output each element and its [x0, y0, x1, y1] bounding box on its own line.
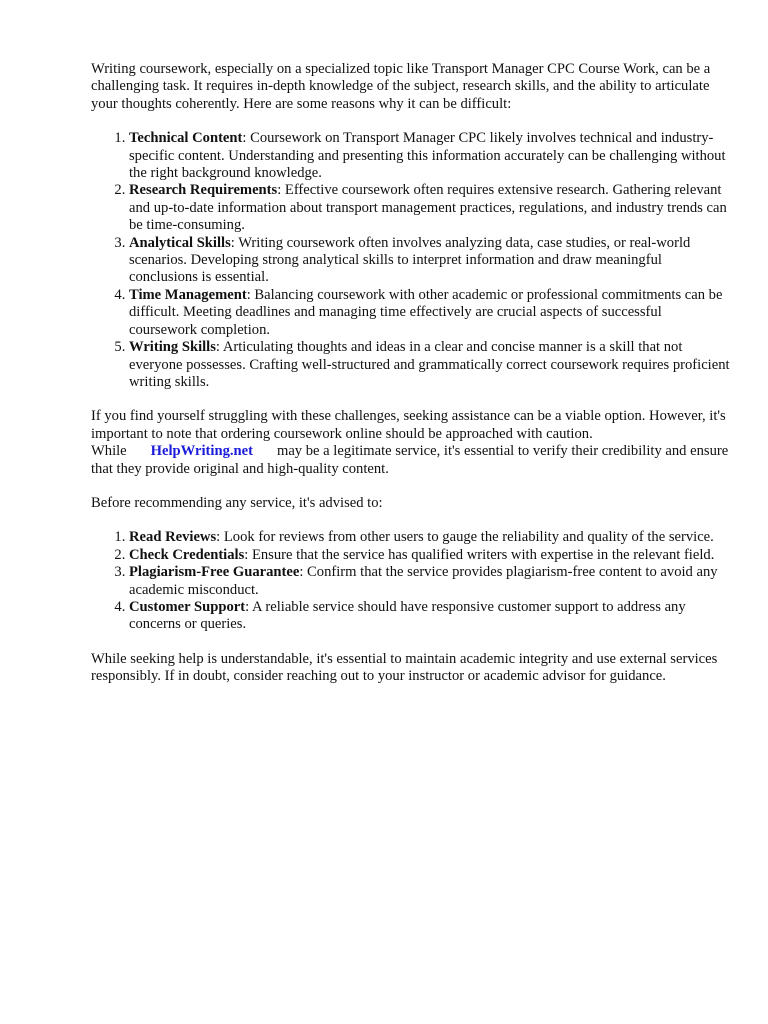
item-term: Technical Content	[129, 130, 243, 147]
list-item-research-requirements	[129, 182, 731, 234]
list-item-read-reviews	[129, 529, 731, 546]
item-term: Check Credentials	[129, 546, 245, 563]
item-term: Read Reviews	[129, 529, 217, 546]
item-term: Time Management	[129, 286, 247, 303]
advice-list	[91, 529, 731, 633]
list-item-analytical-skills	[129, 235, 731, 287]
list-item-customer-support	[129, 599, 731, 634]
item-text: : A reliable service should have responsive customer support to address any concerns or queries.	[129, 598, 686, 633]
item-term: Research Requirements	[129, 182, 278, 199]
item-term: Customer Support	[129, 598, 246, 615]
caution-text-before: If you find yourself struggling with these challenges, seeking assistance can be a viable option. However, it's important to note that ordering coursework online should be approached with caution. While	[91, 408, 726, 460]
item-term: Analytical Skills	[129, 234, 231, 251]
list-item-technical-content	[129, 130, 731, 182]
item-text: : Coursework on Transport Manager CPC likely involves technical and industry-specific content. Understanding and presenting this information accurately can be challenging without the right background knowledge.	[129, 130, 726, 182]
helpwriting-link[interactable]: HelpWriting.net	[150, 443, 253, 460]
list-item-writing-skills	[129, 339, 731, 391]
advice-intro-paragraph: Before recommending any service, it's advised to:	[91, 494, 383, 511]
item-text: : Effective coursework often requires extensive research. Gathering relevant and up-to-date information about transport management practices, regulations, and industry trends can be time-consuming.	[129, 182, 727, 234]
reasons-list	[91, 130, 731, 391]
intro-paragraph: Writing coursework, especially on a specialized topic like Transport Manager CPC Course Work, can be a challenging task. It requires in-depth knowledge of the subject, research skills, and the ability to articulate your thoughts coherently. Here are some reasons why it can be difficult:	[91, 61, 711, 112]
item-term: Writing Skills	[129, 339, 216, 356]
caution-text-after: may be a legitimate service, it's essential to verify their credibility and ensure that they provide original and high-quality content.	[91, 443, 729, 477]
item-text: : Articulating thoughts and ideas in a clear and concise manner is a skill that not everyone possesses. Crafting well-structured and grammatically correct coursework requires proficient writing skills.	[129, 339, 730, 390]
list-item-time-management	[129, 287, 731, 339]
item-text: : Balancing coursework with other academic or professional commitments can be difficult. Meeting deadlines and managing time effectively are crucial aspects of successful coursework completion.	[129, 286, 723, 338]
item-text: : Confirm that the service provides plagiarism-free content to avoid any academic misconduct.	[129, 564, 718, 598]
item-text: : Writing coursework often involves analyzing data, case studies, or real-world scenarios. Developing strong analytical skills to interpret information and draw meaningful conclusions is essential.	[129, 234, 691, 286]
closing-paragraph: While seeking help is understandable, it's essential to maintain academic integrity and use external services responsibly. If in doubt, consider reaching out to your instructor or academic advisor for guidance.	[91, 650, 718, 685]
item-term: Plagiarism-Free Guarantee	[129, 564, 300, 581]
document-page	[91, 61, 731, 703]
item-text: : Ensure that the service has qualified writers with expertise in the relevant field.	[244, 546, 715, 563]
item-text: : Look for reviews from other users to gauge the reliability and quality of the service.	[216, 529, 714, 546]
list-item-check-credentials	[129, 547, 731, 564]
list-item-plagiarism-free-guarantee	[129, 564, 731, 599]
caution-paragraph	[91, 408, 731, 478]
